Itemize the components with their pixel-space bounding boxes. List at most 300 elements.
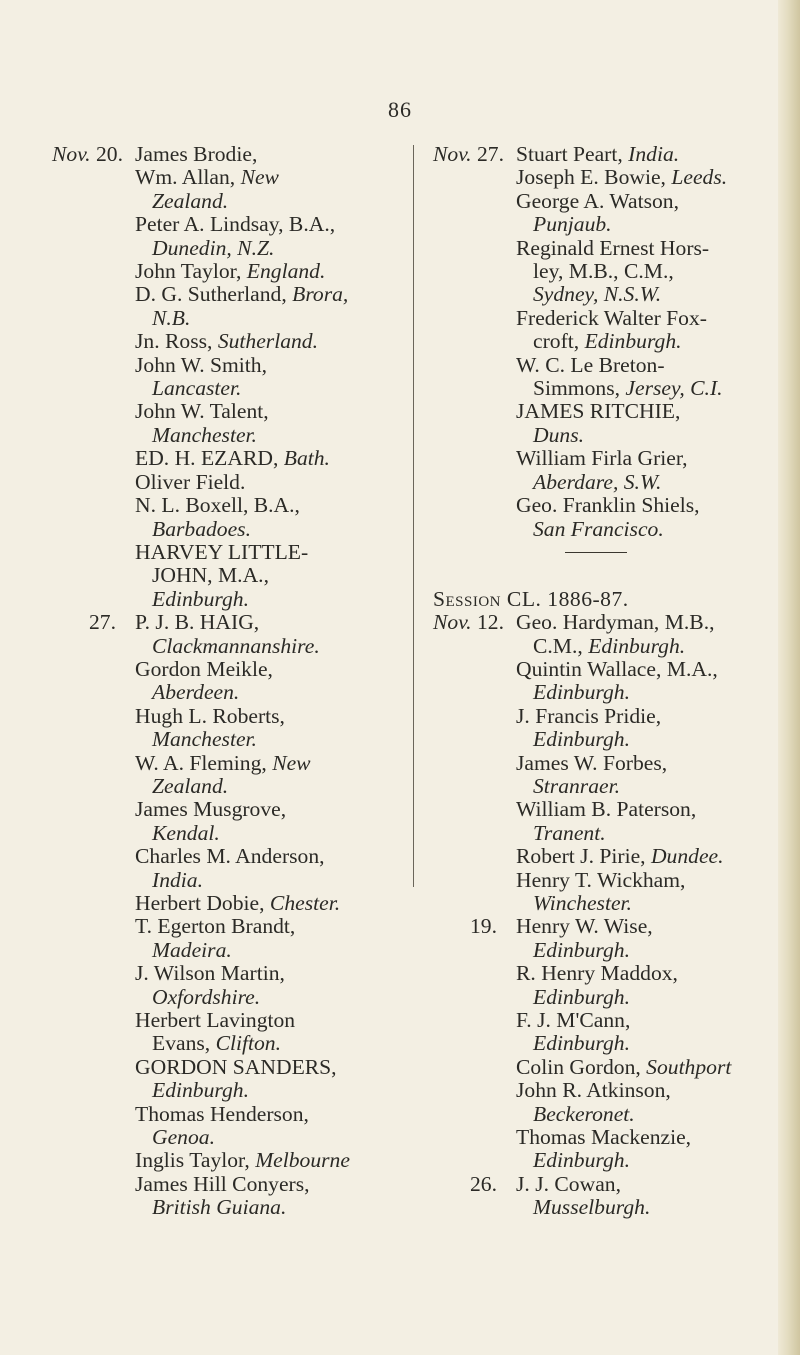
entry-place: New bbox=[240, 165, 279, 190]
entry-name: Thomas Mackenzie, bbox=[516, 1125, 692, 1150]
register-entry bbox=[52, 1149, 382, 1172]
register-entry bbox=[433, 518, 763, 541]
register-entry bbox=[52, 471, 382, 494]
entry-name: Thomas Henderson, bbox=[135, 1101, 309, 1126]
register-entry bbox=[52, 447, 382, 470]
register-entry bbox=[433, 939, 763, 962]
register-entry bbox=[52, 705, 382, 728]
entry-line bbox=[135, 165, 279, 189]
entry-line bbox=[516, 634, 685, 658]
register-entry bbox=[52, 564, 382, 587]
entry-name: ED. H. EZARD, bbox=[135, 446, 284, 471]
register-entry bbox=[52, 1056, 382, 1079]
entry-line bbox=[135, 470, 245, 494]
register-entry bbox=[52, 915, 382, 938]
register-entry bbox=[52, 541, 382, 564]
register-entry bbox=[433, 1009, 763, 1032]
entry-line bbox=[516, 774, 620, 798]
register-entry bbox=[52, 986, 382, 1009]
entry-place: Edinburgh. bbox=[584, 329, 682, 354]
entry-name: John Taylor, bbox=[135, 259, 247, 284]
entry-name: Herbert Dobie, bbox=[135, 891, 270, 915]
entry-line bbox=[516, 212, 612, 236]
register-entry bbox=[433, 494, 763, 517]
entry-line bbox=[516, 938, 630, 962]
entry-name: John W. Talent, bbox=[135, 399, 269, 424]
entry-line bbox=[516, 165, 727, 189]
register-entry bbox=[52, 611, 382, 634]
register-entry bbox=[433, 752, 763, 775]
entry-name: JAMES RITCHIE, bbox=[516, 399, 681, 424]
right-column bbox=[433, 143, 763, 1220]
register-entry bbox=[52, 869, 382, 892]
register-entry bbox=[433, 1079, 763, 1102]
register-entry bbox=[433, 1103, 763, 1126]
entry-name: W. C. Le Breton- bbox=[516, 352, 665, 377]
register-entry bbox=[433, 330, 763, 353]
register-entry bbox=[433, 1056, 763, 1079]
entry-place: Edinburgh. bbox=[533, 937, 630, 962]
register-entry bbox=[52, 822, 382, 845]
register-entry bbox=[433, 798, 763, 821]
entry-line bbox=[135, 1102, 309, 1126]
entry-line bbox=[135, 1008, 295, 1032]
entry-place: Leeds. bbox=[671, 165, 728, 190]
register-entry bbox=[433, 190, 763, 213]
entry-line bbox=[135, 587, 249, 611]
entry-line bbox=[516, 1195, 650, 1219]
entry-line bbox=[135, 353, 267, 377]
entry-line bbox=[516, 751, 667, 775]
entry-name: Geo. Hardyman, M.B., bbox=[516, 610, 715, 635]
entry-place: Edinburgh. bbox=[152, 586, 249, 611]
register-entry bbox=[52, 400, 382, 423]
entry-place: Oxfordshire. bbox=[152, 984, 261, 1009]
date-marker bbox=[52, 143, 135, 166]
entry-place: Edinburgh. bbox=[533, 1148, 630, 1173]
entry-line bbox=[135, 704, 285, 728]
entry-place: Edinburgh. bbox=[533, 727, 630, 752]
entry-day: 27. bbox=[477, 142, 504, 166]
entry-name: J. Wilson Martin, bbox=[135, 961, 285, 986]
entry-line bbox=[135, 259, 325, 283]
entry-place: Dundee. bbox=[650, 844, 724, 869]
entry-name: J. J. Cowan, bbox=[516, 1171, 621, 1196]
entry-name: N. L. Boxell, B.A., bbox=[135, 493, 300, 518]
register-entry bbox=[433, 237, 763, 260]
register-entry bbox=[433, 635, 763, 658]
entry-line bbox=[516, 1078, 671, 1102]
register-entry bbox=[433, 307, 763, 330]
register-entry bbox=[52, 1079, 382, 1102]
register-entry bbox=[433, 728, 763, 751]
entry-line bbox=[135, 868, 203, 892]
entry-month: Nov. bbox=[433, 610, 472, 635]
register-entry bbox=[433, 471, 763, 494]
register-entry bbox=[52, 798, 382, 821]
entry-place: Brora, bbox=[292, 282, 349, 307]
entry-name: Oliver Field. bbox=[135, 469, 246, 494]
entry-place: Tranent. bbox=[533, 820, 606, 845]
entry-line bbox=[516, 797, 696, 821]
register-entry bbox=[433, 143, 763, 166]
register-entry bbox=[52, 892, 382, 915]
entry-line bbox=[516, 868, 685, 892]
entry-name: Reginald Ernest Hors- bbox=[516, 235, 710, 260]
entry-line bbox=[135, 1031, 281, 1055]
entry-day: 27. bbox=[89, 610, 116, 635]
register-entry bbox=[433, 915, 763, 938]
entry-name: Quintin Wallace, M.A., bbox=[516, 656, 718, 681]
entry-name: Gordon Meikle, bbox=[135, 656, 273, 681]
register-entry bbox=[433, 962, 763, 985]
register-entry bbox=[433, 681, 763, 704]
entry-line bbox=[516, 704, 661, 728]
entry-line bbox=[516, 985, 630, 1009]
entry-place: British Guiana. bbox=[152, 1195, 287, 1220]
register-entry bbox=[52, 283, 382, 306]
entry-line bbox=[516, 446, 688, 470]
entry-name: Peter A. Lindsay, B.A., bbox=[135, 212, 336, 237]
register-entry bbox=[52, 1126, 382, 1149]
register-entry bbox=[433, 283, 763, 306]
entry-line bbox=[516, 610, 715, 634]
date-marker bbox=[52, 611, 172, 634]
entry-name: P. J. B. HAIG, bbox=[135, 610, 260, 635]
entry-line bbox=[135, 1078, 249, 1102]
left-column bbox=[52, 143, 382, 1220]
entry-place: Edinburgh. bbox=[588, 633, 686, 658]
entry-line bbox=[516, 891, 632, 915]
entry-line bbox=[516, 470, 661, 494]
entry-place: Clifton. bbox=[215, 1031, 281, 1056]
register-entry bbox=[52, 1009, 382, 1032]
entry-line bbox=[135, 236, 274, 260]
entry-name: Hugh L. Roberts, bbox=[135, 703, 285, 728]
entry-place: Barbadoes. bbox=[152, 516, 251, 541]
entry-line bbox=[516, 1055, 731, 1079]
entry-line bbox=[135, 985, 260, 1009]
register-entry bbox=[433, 424, 763, 447]
entry-name: Jn. Ross, bbox=[135, 329, 218, 354]
entry-place: India. bbox=[628, 142, 680, 166]
entry-line bbox=[516, 680, 630, 704]
register-entry bbox=[52, 330, 382, 353]
section-rule bbox=[565, 552, 627, 553]
register-entry bbox=[52, 237, 382, 260]
entry-name: Simmons, bbox=[533, 376, 626, 401]
entry-line bbox=[516, 493, 700, 517]
entry-place: Dunedin, N.Z. bbox=[152, 235, 275, 260]
register-entry bbox=[52, 1173, 382, 1196]
entry-line bbox=[516, 399, 680, 423]
register-entry bbox=[433, 705, 763, 728]
entry-line bbox=[135, 1125, 215, 1149]
register-entry bbox=[52, 1103, 382, 1126]
entry-line bbox=[135, 727, 257, 751]
register-entry bbox=[433, 447, 763, 470]
entry-place: Stranraer. bbox=[533, 773, 620, 798]
entry-line bbox=[135, 423, 257, 447]
entry-line bbox=[135, 376, 241, 400]
register-entry bbox=[52, 260, 382, 283]
entry-name: George A. Watson, bbox=[516, 188, 679, 213]
register-entry bbox=[52, 190, 382, 213]
entry-name: J. Francis Pridie, bbox=[516, 703, 662, 728]
entry-line bbox=[135, 282, 348, 306]
entry-line bbox=[516, 821, 606, 845]
entry-day: 19. bbox=[470, 914, 497, 939]
date-marker bbox=[433, 1173, 553, 1196]
entry-line bbox=[516, 236, 709, 260]
entry-place: Zealand. bbox=[152, 188, 229, 213]
entry-line bbox=[135, 329, 318, 353]
entry-name: HARVEY LITTLE- bbox=[135, 539, 309, 564]
entry-name: Geo. Franklin Shiels, bbox=[516, 493, 700, 518]
register-entry bbox=[52, 494, 382, 517]
register-entry bbox=[433, 260, 763, 283]
register-entry bbox=[433, 354, 763, 377]
entry-line bbox=[516, 1031, 630, 1055]
entry-place: Melbourne bbox=[255, 1148, 350, 1173]
entry-name: Stuart Peart, bbox=[516, 142, 629, 166]
entry-line bbox=[135, 212, 335, 236]
entry-line bbox=[516, 189, 679, 213]
date-marker bbox=[433, 143, 516, 166]
entry-line bbox=[516, 329, 682, 353]
entry-name: Colin Gordon, bbox=[516, 1054, 647, 1079]
entry-line bbox=[135, 961, 285, 985]
entry-place: Lancaster. bbox=[152, 376, 242, 401]
entry-name: Robert J. Pirie, bbox=[516, 844, 651, 869]
entry-place: India. bbox=[152, 867, 203, 892]
entry-name: R. Henry Maddox, bbox=[516, 961, 678, 986]
entry-day: 12. bbox=[477, 610, 504, 635]
entry-place: N.B. bbox=[152, 305, 191, 330]
entry-place: Edinburgh. bbox=[152, 1078, 249, 1103]
entry-line bbox=[135, 1195, 286, 1219]
entry-place: Musselburgh. bbox=[533, 1195, 651, 1220]
register-entry bbox=[52, 424, 382, 447]
entry-line bbox=[135, 189, 228, 213]
register-entry bbox=[433, 377, 763, 400]
register-entry bbox=[52, 588, 382, 611]
entry-line bbox=[516, 353, 665, 377]
entry-line bbox=[516, 727, 630, 751]
register-entry bbox=[52, 681, 382, 704]
entry-name: croft, bbox=[533, 329, 585, 354]
entry-line bbox=[135, 399, 269, 423]
entry-name: William B. Paterson, bbox=[516, 797, 697, 822]
entry-place: Manchester. bbox=[152, 422, 257, 447]
register-entry bbox=[433, 1149, 763, 1172]
register-entry bbox=[52, 775, 382, 798]
register-entry bbox=[433, 1032, 763, 1055]
entry-name: Joseph E. Bowie, bbox=[516, 165, 672, 190]
register-entry bbox=[52, 213, 382, 236]
entry-name: JOHN, M.A., bbox=[152, 563, 269, 588]
entry-line bbox=[135, 914, 295, 938]
entry-place: Manchester. bbox=[152, 727, 257, 752]
entry-line bbox=[135, 1055, 337, 1079]
entry-line bbox=[135, 493, 300, 517]
entry-line bbox=[516, 1125, 691, 1149]
entry-line bbox=[516, 657, 718, 681]
section-rule-row bbox=[433, 541, 763, 564]
register-entry bbox=[433, 213, 763, 236]
entry-name: Frederick Walter Fox- bbox=[516, 305, 707, 330]
entry-place: Kendal. bbox=[152, 820, 220, 845]
entry-line bbox=[135, 1148, 350, 1172]
entry-name: Charles M. Anderson, bbox=[135, 844, 325, 869]
entry-place: Chester. bbox=[269, 891, 341, 915]
entry-line bbox=[135, 142, 257, 166]
entry-line bbox=[135, 774, 228, 798]
blank-line bbox=[433, 564, 763, 587]
entry-line bbox=[516, 1102, 635, 1126]
entry-line bbox=[135, 680, 239, 704]
entry-place: New bbox=[272, 750, 311, 775]
register-entry bbox=[52, 845, 382, 868]
entry-line bbox=[135, 938, 232, 962]
page-number: 86 bbox=[388, 97, 412, 122]
entry-name: Wm. Allan, bbox=[135, 165, 241, 190]
entry-line bbox=[516, 961, 678, 985]
entry-name: Henry T. Wickham, bbox=[516, 867, 686, 892]
entry-place: Bath. bbox=[283, 446, 330, 471]
entry-line bbox=[135, 797, 286, 821]
register-entry bbox=[52, 728, 382, 751]
entry-line bbox=[516, 844, 724, 868]
register-entry bbox=[52, 518, 382, 541]
entry-place: Winchester. bbox=[533, 890, 632, 915]
entry-name: John R. Atkinson, bbox=[516, 1078, 671, 1103]
register-entry bbox=[52, 307, 382, 330]
entry-place: Duns. bbox=[533, 422, 584, 447]
entry-line bbox=[516, 423, 584, 447]
register-entry bbox=[433, 1196, 763, 1219]
register-entry bbox=[433, 869, 763, 892]
entry-line bbox=[135, 517, 251, 541]
entry-day: 20. bbox=[96, 142, 123, 166]
entry-place: Punjaub. bbox=[533, 212, 612, 237]
entry-place: England. bbox=[246, 259, 326, 284]
date-marker bbox=[433, 611, 516, 634]
register-entry bbox=[52, 752, 382, 775]
register-entry bbox=[433, 1126, 763, 1149]
entry-name: Henry W. Wise, bbox=[516, 914, 653, 939]
entry-name: James Brodie, bbox=[135, 142, 258, 166]
register-entry bbox=[433, 775, 763, 798]
column-divider bbox=[413, 145, 414, 887]
register-entry bbox=[52, 1196, 382, 1219]
entry-place: San Francisco. bbox=[533, 516, 664, 541]
session-heading: Session CL. 1886-87. bbox=[433, 586, 629, 611]
register-entry bbox=[52, 1032, 382, 1055]
entry-place: Aberdare, S.W. bbox=[533, 469, 662, 494]
entry-place: Beckeronet. bbox=[533, 1101, 635, 1126]
entry-line bbox=[135, 821, 220, 845]
register-entry bbox=[433, 892, 763, 915]
entry-line bbox=[516, 306, 707, 330]
entry-line bbox=[516, 376, 723, 400]
entry-place: Southport bbox=[646, 1054, 732, 1079]
register-entry bbox=[52, 143, 382, 166]
entry-line bbox=[135, 306, 190, 330]
register-entry bbox=[52, 939, 382, 962]
entry-name: C.M., bbox=[533, 633, 589, 658]
entry-place: Edinburgh. bbox=[533, 680, 630, 705]
register-entry bbox=[52, 962, 382, 985]
entry-place: Sydney, N.S.W. bbox=[533, 282, 662, 307]
entry-place: Sutherland. bbox=[217, 329, 318, 354]
entry-line bbox=[516, 259, 674, 283]
entry-place: Aberdeen. bbox=[152, 680, 240, 705]
register-entry bbox=[433, 400, 763, 423]
date-marker bbox=[433, 915, 553, 938]
entry-name: John W. Smith, bbox=[135, 352, 267, 377]
entry-line bbox=[135, 844, 325, 868]
entry-name: William Firla Grier, bbox=[516, 446, 688, 471]
entry-place: Clackmannanshire. bbox=[152, 633, 320, 658]
register-entry bbox=[433, 611, 763, 634]
entry-name: ley, M.B., C.M., bbox=[533, 259, 674, 284]
entry-line bbox=[135, 446, 330, 470]
register-entry bbox=[433, 822, 763, 845]
entry-place: Edinburgh. bbox=[533, 984, 630, 1009]
entry-month: Nov. bbox=[52, 142, 91, 166]
entry-name: Herbert Lavington bbox=[135, 1008, 296, 1033]
entry-day: 26. bbox=[470, 1171, 497, 1196]
entry-line bbox=[135, 540, 308, 564]
register-entry bbox=[433, 658, 763, 681]
entry-place: Zealand. bbox=[152, 773, 229, 798]
entry-line bbox=[135, 1172, 310, 1196]
entry-place: Genoa. bbox=[152, 1125, 215, 1150]
register-entry bbox=[52, 635, 382, 658]
entry-place: Madeira. bbox=[152, 937, 232, 962]
entry-name: T. Egerton Brandt, bbox=[135, 914, 296, 939]
entry-line bbox=[516, 142, 679, 166]
entry-line bbox=[135, 563, 269, 587]
entry-name: GORDON SANDERS, bbox=[135, 1054, 337, 1079]
entry-line bbox=[516, 517, 664, 541]
entry-line bbox=[135, 657, 273, 681]
register-entry bbox=[52, 658, 382, 681]
entry-line bbox=[516, 282, 661, 306]
register-entry bbox=[433, 845, 763, 868]
register-entry bbox=[52, 377, 382, 400]
entry-place: Edinburgh. bbox=[533, 1031, 630, 1056]
page-edge-shadow bbox=[778, 0, 800, 1355]
register-entry bbox=[52, 354, 382, 377]
entry-name: W. A. Fleming, bbox=[135, 750, 273, 775]
entry-line bbox=[135, 891, 340, 915]
entry-line bbox=[516, 1148, 630, 1172]
entry-name: Evans, bbox=[152, 1031, 216, 1056]
entry-name: D. G. Sutherland, bbox=[135, 282, 293, 307]
entry-name: James Musgrove, bbox=[135, 797, 287, 822]
register-entry bbox=[433, 986, 763, 1009]
entry-name: F. J. M'Cann, bbox=[516, 1008, 631, 1032]
register-entry bbox=[433, 1173, 763, 1196]
entry-name: Inglis Taylor, bbox=[135, 1148, 256, 1173]
register-entry bbox=[52, 166, 382, 189]
register-entry bbox=[433, 166, 763, 189]
entry-place: Jersey, C.I. bbox=[625, 376, 723, 401]
entry-name: James Hill Conyers, bbox=[135, 1171, 310, 1196]
entry-name: James W. Forbes, bbox=[516, 750, 668, 775]
